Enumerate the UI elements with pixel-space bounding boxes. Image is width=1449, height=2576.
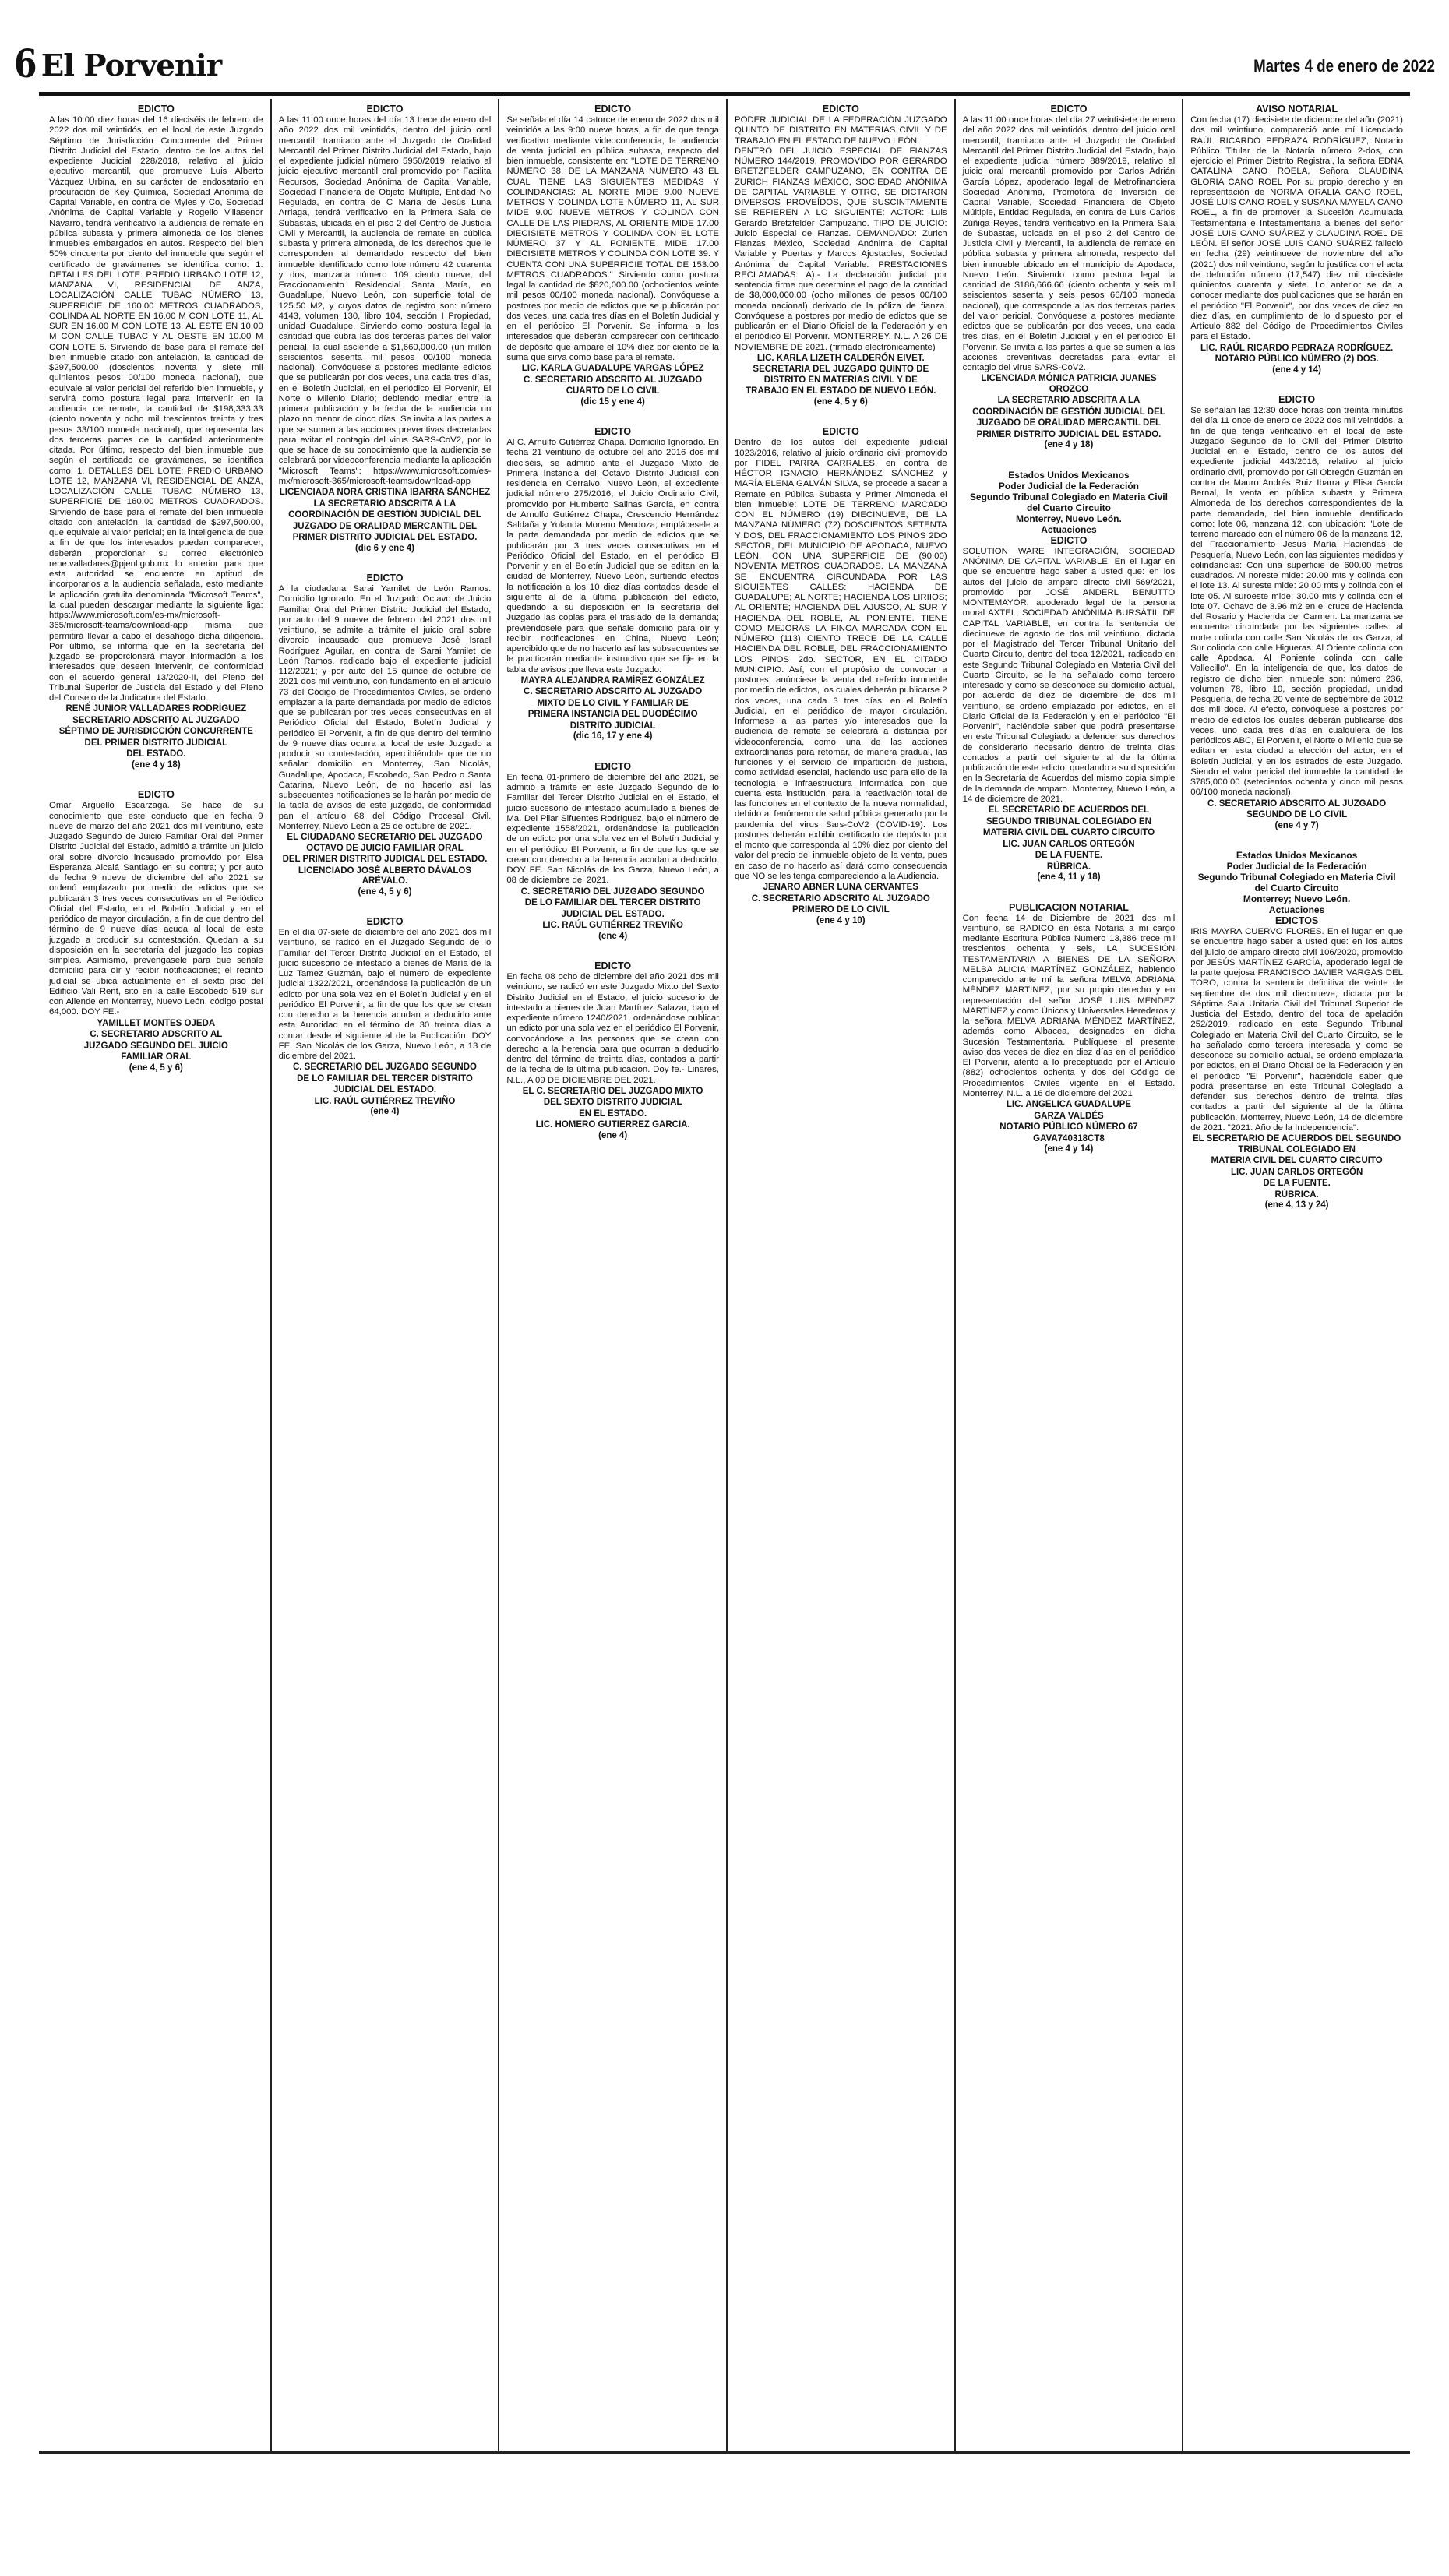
- publication-dates: (ene 4 y 14): [1272, 365, 1321, 375]
- notice-signature-line: DEL PRIMER DISTRITO JUDICIAL DEL ESTADO.: [282, 855, 488, 864]
- notice-signature-line: EL SECRETARIO DE ACUERDOS DEL SEGUNDO TRIBUNAL COLEGIADO EN: [1192, 1134, 1401, 1154]
- notice-signature-line: RÚBRICA.: [1046, 862, 1091, 872]
- notice-body: IRIS MAYRA CUERVO FLORES. En el lugar en que se encuentre hago saber a usted que: en los autos del juicio de amparo directo civil 106/2020, promovido por JESÚS MARTÍNEZ GARCÍA, apoderado legal de la parte quejosa FRANCISCO JAVIER VARGAS DEL TORO, contra la sentencia definitiva de veinte de septiembre de dos mil diecinueve, dictada por la Séptima Sala Unitaria Civil del Tribunal Superior de Justicia del Estado, dentro del toca de apelación 252/2019, radicado en este Segundo Tribunal Colegiado en Materia Civil del Cuarto Circuito, se le ha señalado como tercera interesada y como se desconoce su domicilio actual, se ordenó emplazarla por edictos, en el Diario Oficial de la Federación y en el periódico "El Porvenir", haciéndole saber que podrá presentarse en este Tribunal Colegiado a defender sus derechos dentro de treinta días contados a partir del siguiente al de la última publicación. Monterrey, Nuevo León, 14 de diciembre de 2021. "2021: Año de la Independencia".: [1190, 927, 1403, 1133]
- newspaper-logo: El Porvenir: [41, 48, 221, 83]
- notice-title: EDICTO: [822, 104, 859, 115]
- notice-signature-line: GAVA740318CT8: [1033, 1133, 1105, 1144]
- legal-notice: [963, 104, 1176, 451]
- notice-title: EDICTO: [594, 960, 632, 971]
- notice-court-header: Actuaciones: [1268, 904, 1325, 915]
- notice-signature-line: LA SECRETARIO ADSCRITA A LA: [313, 499, 457, 509]
- notice-title: EDICTO: [822, 426, 859, 438]
- notice-signature-line: LIC. JUAN CARLOS ORTEGÓN: [1230, 1167, 1363, 1177]
- column-5: [954, 99, 1183, 2451]
- footer-divider: [39, 2451, 1410, 2454]
- notice-signature-line: EN EL ESTADO.: [579, 1108, 647, 1119]
- notice-signature-line: C. SECRETARIO ADSCRITO AL JUZGADO: [524, 687, 703, 697]
- notice-court-header: del Cuarto Circuito: [1254, 883, 1339, 893]
- notice-court-header: PODER JUDICIAL DE LA FEDERACIÓN JUZGADO QUINTO DE DISTRITO EN MATERIAS CIVIL Y DE TRABAJO EN EL ESTADO DE NUEVO LEÓN.: [734, 115, 947, 146]
- column-3: [498, 99, 726, 2451]
- notice-body: Con fecha 14 de Diciembre de 2021 dos mil veintiuno, se RADICO en ésta Notaría a mi cargo mediante Escritura Pública Numero 13,386 trece mil trescientos ochenta y seis, LA SUCESIÓN TESTAMENTARIA A BIENES DE LA SEÑORA MELBA ALICIA MARTÍNEZ GONZÁLEZ, habiendo comparecido ante mí la señora MELVA ADRIANA MÉNDEZ MARTÍNEZ, por su propio derecho y en representación del señor JOSÉ LUIS MÉNDEZ MARTÍNEZ y como Únicos y Universales Herederos y la señora MELVA ADRIANA MÉNDEZ MARTÍNEZ, además como Albacea, designados en dicha Sucesión Testamentaria. Publíquese el presente aviso dos veces de diez en diez días en el periódico El Porvenir, atento a lo preceptuado por el Artículo (882) ochocientos ochenta y dos del Código de Procedimientos Civiles vigente en el Estado. Monterrey, N.L. a 16 de diciembre del 2021: [962, 913, 1176, 1098]
- notice-signature-line: LIC. RAÚL GUTIÉRREZ TREVIÑO: [314, 1096, 456, 1106]
- notice-signature-line: SÉPTIMO DE JURISDICCIÓN CONCURRENTE: [58, 727, 253, 737]
- notice-signature-line: DE LO FAMILIAR DEL TERCER DISTRITO: [524, 898, 701, 907]
- legal-notice: [1190, 394, 1403, 831]
- notice-court-header: Actuaciones: [1041, 523, 1097, 535]
- notice-body: A las 11:00 once horas del día 27 veintisiete de enero del año 2022 dos mil veintidós, dentro del juicio oral mercantil, tramitado ante el Juzgado de Oralidad Mercantil del Primer Distrito Judicial del Estado, bajo el expediente judicial número 889/2019, relativo al juicio oral mercantil promovido por Carlos Adrián García López, apoderado legal de Metrofinanciera Sociedad Anónima, Promotora de Inversión de Capital Variable, Sociedad Financiera de Objeto Múltiple, Entidad Regulada, en contra de Luis Carlos Zúñiga Reyes, tendrá verificativo en la Primera Sala de Subastas, ubicada en el piso 2 del Centro de Justicia Civil y Mercantil, la audiencia de remate en pública subasta y primera almoneda, respecto del bien inmueble ubicado en el municipio de Apodaca, Nuevo León. Sirviendo como postura legal la cantidad de $186,666.66 (ciento ochenta y seis mil seiscientos sesenta y seis pesos 66/100 moneda nacional), que corresponde a las dos terceras partes del valor pericial. Convóquese a postores mediante edictos que se publicarán por dos veces, una cada tres días, en el Boletín Judicial y en el periódico El Porvenir. Se invita a las partes a que se sumen a las acciones preventivas decretadas para evitar el contagio del virus SARS-CoV2.: [962, 115, 1176, 372]
- notice-signature-line: MAYRA ALEJANDRA RAMÍREZ GONZÁLEZ: [520, 675, 705, 685]
- notice-court-header: Poder Judicial de la Federación: [1226, 861, 1367, 872]
- notice-signature-line: JUZGADO DE ORALIDAD MERCANTIL DEL: [976, 418, 1162, 428]
- publication-dates: (dic 16, 17 y ene 4): [573, 731, 653, 742]
- masthead: [14, 41, 1435, 86]
- notice-signature-line: NOTARIO PÚBLICO NÚMERO (2) DOS.: [1215, 354, 1379, 364]
- legal-notice: [506, 104, 719, 407]
- page-number: 6: [14, 41, 37, 86]
- notice-title: PUBLICACION NOTARIAL: [1008, 901, 1129, 913]
- notice-signature-line: COORDINACIÓN DE GESTIÓN JUDICIAL DEL: [288, 510, 481, 520]
- notice-signature-line: C. SECRETARIO ADSCRITO AL JUZGADO: [751, 893, 930, 904]
- column-2: [270, 99, 499, 2451]
- issue-date: Martes 4 de enero de 2022: [1253, 56, 1435, 76]
- notice-title: EDICTO: [366, 104, 404, 115]
- notice-title: EDICTO: [594, 104, 632, 115]
- notice-body: En el día 07-siete de diciembre del año 2021 dos mil veintiuno, se radicó en el Juzgado Segundo de lo Familiar del Tercer Distrito Judicial en el Estado, el juicio sucesorio de intestado a bienes de María de la Luz Tamez Guzmán, bajo el número de expediente judicial 1322/2021, ordenándose la publicación de un edicto por una sola vez en el Boletín Judicial y en el periódico El Porvenir, a fin de que los que se crean con derecho a la herencia acudan a deducirlo ante esta Autoridad en el término de 30 treinta días a contar desde el siguiente al de la Publicación. DOY FE. San Nicolás de los Garza, Nuevo León, a 13 de diciembre del 2021.: [278, 928, 492, 1061]
- publication-dates: (ene 4, 13 y 24): [1264, 1200, 1329, 1210]
- notice-court-header: Estados Unidos Mexicanos: [1008, 469, 1130, 481]
- notice-signature-line: LIC. KARLA GUADALUPE VARGAS LÓPEZ: [521, 364, 704, 373]
- notice-title: EDICTO: [137, 104, 175, 115]
- notice-body: Dentro de los autos del expediente judicial 1023/2016, relativo al juicio ordinario civil promovido por FIDEL PARRA CARRALES, en contra de HÉCTOR IGNACIO HERNÁNDEZ SÁNCHEZ y MARÍA ELENA GALVÁN SILVA, se procede a sacar a Remate en Pública Subasta y Primer Almoneda el bien inmueble: LOTE DE TERRENO MARCADO CON EL NÚMERO (19) DIECINUEVE, DE LA MANZANA NÚMERO (72) DOSCIENTOS SETENTA Y DOS, DEL FRACCIONAMIENTO LOS PINOS 2DO SECTOR, DEL MUNICIPIO DE APODACA, NUEVO LEÓN, CON UNA SUPERFICIE DE (90.00) NOVENTA METROS CUADRADOS. LA MANZANA SE ENCUENTRA CIRCUNDADA POR LAS SIGUIENTES CALLES: HACIENDA DE GUADALUPE; AL NORTE; HACIENDA LOS LIRIIOS; AL ORIENTE; HACIENDA DEL AJUSCO, AL SUR Y HACIENDA DEL ROBLE, AL PONIENTE. TIENE COMO MEJORAS LA FINCA MARCADA CON EL NÚMERO (113) CIENTO TRECE DE LA CALLE HACIENDA DEL ROBLE, DEL FRACCIONAMIENTO LOS PINOS 2do. SECTOR, EN EL CITADO MUNICIPIO. Así, con el propósito de convocar a postores, anúnciese la venta del referido inmueble por medio de edictos, los cuales deberán publicarse 2 dos veces, una cada 3 tres días, en el Boletín Judicial, en el periódico de mayor circulación. Informese a las partes y/o interesados que la audiencia de remate se celebrará a distancia por videoconferencia, como una de las acciones extraordinarias para retomar, de manera gradual, las funciones y el servicio de impartición de justicia, como actividad esencial, haciendo uso para ello de la tecnología e infraestructura informática con que cuenta esta institución, para la reactivación total de las funciones en el contexto de la nueva normalidad, debido al fenómeno de salud pública generado por la pandemia del virus Sars-CoV2 (COVID-19). Los postores deberán exhibir certificado de depósito por el monto que corresponda al 10% diez por ciento del valor del precio del inmueble objeto de la venta, pues en caso de no hacerlo así dará como consecuencia que NO se les tenga compareciendo a la Audiencia.: [734, 438, 947, 881]
- notice-body: Omar Arguello Escarzaga. Se hace de su conocimiento que este conducto que en fecha 9 nueve de marzo del año 2021 dos mil veintiuno, este Juzgado Segundo de Juicio Familiar Oral del Primer Distrito Judicial del Estado, admitió a trámite un juicio oral sobre divorcio incausado promovido por Elsa Esperanza Alcalá Santiago en su contra; y por auto de fecha 9 nueve de diciembre del año 2021 se ordenó emplazarlo por medio de edictos que se publicarán 3 tres veces consecutivas en el Periódico Oficial del Estado, en el Boletín Judicial y en el periódico de mayor circulación, a fin de que dentro del término de 9 nueve días acuda al local de este juzgado a producir su contestación. Quedan a su disposición en la secretaría del juzgado las copias simples. Asimismo, prevéngasele para que señale domicilio para oír y recibir notificaciones; el recinto judicial se ubica actualmente en el sexto piso del Edificio Vali Rent, sito en la calle Escobedo 519 sur con Allende en Monterrey, Nuevo León, código postal 64,000. DOY FE.-: [49, 801, 263, 1017]
- notice-signature-line: COORDINACIÓN DE GESTIÓN JUDICIAL DEL: [972, 407, 1165, 417]
- column-6: [1182, 99, 1410, 2451]
- masthead-brand: [14, 41, 221, 86]
- legal-notice: [279, 104, 492, 554]
- notice-signature-line: C. SECRETARIO DEL JUZGADO SEGUNDO: [520, 886, 705, 897]
- notice-signature-line: DEL ESTADO.: [126, 749, 186, 759]
- legal-notice: [1190, 104, 1403, 375]
- notice-signature-line: EL C. SECRETARIO DEL JUZGADO MIXTO: [522, 1086, 703, 1096]
- notice-signature-line: LIC. RAÚL GUTIÉRREZ TREVIÑO: [542, 921, 683, 930]
- publication-dates: (ene 4, 11 y 18): [1037, 872, 1101, 882]
- notice-signature-line: LIC. HOMERO GUTIERREZ GARCIA.: [535, 1120, 690, 1130]
- legal-notice: [49, 789, 263, 1073]
- publication-dates: (ene 4 y 18): [132, 759, 181, 770]
- notice-signature-line: JUZGADO SEGUNDO DEL JUICIO: [83, 1041, 228, 1051]
- notice-signature-line: LIC. JUAN CARLOS ORTEGÓN: [1003, 839, 1135, 849]
- publication-dates: (ene 4 y 7): [1274, 820, 1319, 830]
- notice-signature-line: SEGUNDO DE LO CIVIL: [1246, 810, 1348, 819]
- legal-notice: [506, 426, 719, 742]
- notice-signature-line: LIC. RAÚL RICARDO PEDRAZA RODRÍGUEZ.: [1200, 343, 1394, 353]
- notice-body: Al C. Arnulfo Gutiérrez Chapa. Domicilio Ignorado. En fecha 21 veintiuno de octubre del año 2016 dos mil dieciséis, se admitió ante el Juzgado Mixto de Primera Instancia del Octavo Distrito Judicial con residencia en Cerralvo, Nuevo León, el expediente judicial número 275/2016, el Juicio Ordinario Civil, promovido por Humberto Salinas García, en contra de Arnulfo Gutiérrez Chapa, Crescencio Hernández Saldaña y Yolanda Moreno Mendoza; emplácesele a la parte demandada por medio de edictos que se publicarán por 3 tres veces consecutivas en el Periódico Oficial del Estado, en el periódico El Porvenir y en el Boletín Judicial que se editan en la ciudad de Monterrey, Nuevo León, surtiendo efectos la notificación a los 10 diez días contados desde el siguiente al de la última publicación del edicto, quedando a su disposición en la secretaría del Juzgado las copias para el traslado de la demanda; previéndosele para que señale domicilio para oír y recibir notificaciones en China, Nuevo León; apercibido que de no hacerlo así las subsecuentes se le practicarán mediante instructivo que se fije en la tabla de avisos que lleva este Juzgado.: [506, 438, 719, 675]
- legal-notice: [506, 761, 719, 942]
- notice-signature-line: JUDICIAL DEL ESTADO.: [561, 909, 665, 919]
- notice-signature-line: MATERIA CIVIL DEL CUARTO CIRCUITO: [982, 828, 1155, 837]
- notice-signature-line: LICENCIADO JOSÉ ALBERTO DÁVALOS ARÉVALO.: [298, 865, 472, 886]
- notice-signature-line: PRIMERO DE LO CIVIL: [792, 905, 890, 914]
- notice-body: En fecha 01-primero de diciembre del año 2021, se admitió a trámite en este Juzgado Segundo de lo Familiar del Tercer Distrito Judicial en el Estado, el juicio sucesorio de intestado acumulado a bienes de Ma. Del Pilar Sifuentes Rodríguez, bajo el número de expediente 1558/2021, ordenándose la publicación de un edicto por una sola vez en el Boletín Judicial y en el periódico El Porvenir, a fin de que los que se crean con derecho a la herencia acudan a deducirlo. DOY FE. San Nicolás de los Garza, Nuevo León, a 08 de diciembre del 2021.: [506, 772, 719, 886]
- notice-signature-line: DEL PRIMER DISTRITO JUDICIAL: [84, 738, 228, 748]
- notice-signature-line: PRIMER DISTRITO JUDICIAL DEL ESTADO.: [976, 429, 1162, 439]
- notice-title: EDICTO: [1050, 534, 1088, 546]
- publication-dates: (ene 4): [598, 1130, 628, 1140]
- notice-signature-line: SECRETARIO ADSCRITO AL JUZGADO: [72, 715, 240, 725]
- publication-dates: (ene 4, 5 y 6): [358, 886, 412, 897]
- notice-signature-line: C. SECRETARIO ADSCRITO AL: [90, 1030, 223, 1039]
- legal-notice: [279, 916, 492, 1118]
- notices-columns: [42, 99, 1410, 2451]
- notice-signature-line: LICENCIADA NORA CRISTINA IBARRA SÁNCHEZ: [279, 488, 491, 497]
- notice-court-header: Monterrey; Nuevo León.: [1243, 893, 1351, 904]
- notice-signature-line: MIXTO DE LO CIVIL Y FAMILIAR DE: [537, 698, 689, 708]
- notice-signature-line: RÚBRICA.: [1274, 1189, 1319, 1200]
- publication-dates: (ene 4 y 18): [1044, 440, 1094, 450]
- legal-notice: [735, 104, 947, 407]
- publication-dates: (ene 4 y 14): [1044, 1144, 1094, 1154]
- notice-body: Se señala el día 14 catorce de enero de 2022 dos mil veintidós a las 9:00 nueve horas, a fin de que tenga verificativo mediante videoconferencia, la audiencia de venta judicial en pública subasta, respecto del bien inmueble, consistente en: "LOTE DE TERRENO NÚMERO 38, DE LA MANZANA NUMERO 43 EL CUAL TIENE LAS SIGUIENTES MEDIDAS Y COLINDANCIAS: AL NORTE MIDE 9.00 NUEVE METROS Y COLINDA LOTE NÚMERO 11, AL SUR MIDE 9.00 NUEVE METROS Y COLINDA CON CALLE DE LAS PIEDRAS, AL ORIENTE MIDE 17.00 DIECISIETE METROS Y COLINDA CON EL LOTE NÚMERO 37 Y AL PONIENTE MIDE 17.00 DIECISIETE METROS Y COLINDA CON LOTE 39. Y CUENTA CON UNA SUPERFICIE TOTAL DE 153.00 METROS CUADRADOS." Sirviendo como postura legal la cantidad de $820,000.00 (ochocientos veinte mil pesos 00/100 moneda nacional). Convóquese a postores por medio de edictos que se publicarán por dos veces, una cada tres días en el Boletín Judicial y en el periódico El Porvenir. Se informa a los interesados que deberán comparecer con certificado de depósito que ampare el 10% diez por ciento de la suma que sirva como base para el remate.: [506, 115, 719, 362]
- notice-signature-line: DE LO FAMILIAR DEL TERCER DISTRITO: [297, 1073, 473, 1084]
- notice-signature-line: TRABAJO EN EL ESTADO DE NUEVO LEÓN.: [746, 386, 936, 396]
- notice-signature-line: SECRETARIA DEL JUZGADO QUINTO DE DISTRITO EN MATERIAS CIVIL Y DE: [753, 365, 929, 385]
- notice-title: AVISO NOTARIAL: [1256, 104, 1338, 115]
- notice-title: EDICTOS: [1274, 915, 1319, 926]
- notice-court-header: Poder Judicial de la Federación: [998, 480, 1139, 492]
- column-4: [726, 99, 954, 2451]
- notice-title: EDICTO: [1278, 394, 1316, 405]
- notice-signature-line: YAMILLET MONTES OJEDA: [97, 1018, 216, 1028]
- publication-dates: (ene 4, 5 y 6): [813, 396, 868, 407]
- notice-signature-line: DISTRITO JUDICIAL: [569, 721, 656, 731]
- notice-signature-line: JENARO ABNER LUNA CERVANTES: [763, 883, 918, 892]
- legal-notice: [963, 902, 1176, 1155]
- legal-notice: [963, 470, 1176, 883]
- notice-title: EDICTO: [366, 916, 404, 927]
- notice-signature-line: LIC. ANGELICA GUADALUPE: [1006, 1100, 1132, 1109]
- notice-title: EDICTO: [137, 789, 175, 801]
- notice-signature-line: C. SECRETARIO DEL JUZGADO SEGUNDO: [292, 1062, 477, 1073]
- notice-body: Se señalan las 12:30 doce horas con treinta minutos del día 11 once de enero de 2022 dos mil veintidós, a fin de que tenga verificativo en el local de este Juzgado Segundo de lo Civil del Primer Distrito Judicial en el Estado, dentro de los autos del expediente judicial 443/2016, relativo al juicio ordinario civil, promovido por Gil Obregón Guzmán en contra de Mauro Andrés Ruiz Ibarra y Elisa García Bernal, la venta en pública subasta y Primera Almoneda de los derechos correspondientes de la parte demandada, del bien inmueble identificado como: lote 06, manzana 12, con ubicación: "Lote de terreno marcado con el número 06 de la manzana 12, del Fraccionamiento Jesús María Haciendas de Pesquería, Nuevo León, con las siguientes medidas y colindancias: Con una superficie de 600.00 metros cuadrados. Al noreste mide: 20.00 mts y colinda con el lote 13. Al sureste mide: 20.00 mts y colinda con el lote 05. Al suroeste mide: 30.00 mts y colinda con el lote 07. Ochavo de 3.96 m2 en el cruce de Hacienda del Rosario y Hacienda del Carmen. La manzana se encuentra circundada por las siguientes calles: al norte colinda con calle San Nicolás de los Garza, al Sur colinda con calle Higueras. Al Oriente colinda con calle Apodaca. Al Poniente colinda con calle Vallecillo". En la inteligencia de que, los datos de registro de dicho bien inmueble son: número 236, volumen 78, libro 10, sección propiedad, unidad Pesquería, de fecha 20 veinte de septiembre de 2012 dos mil doce. Al efecto, convóquese a postores por medio de edictos los cuales deberán publicarse dos veces, uno cada tres días en cualquiera de los periódicos ABC, El Porvenir, el Norte o Milenio que se editan en esta ciudad a elección del actor; en el Boletín Judicial, y en los estrados de este Juzgado. Siendo el valor pericial del inmueble la cantidad de $785,000.00 (setecientos ochenta y cinco mil pesos 00/100 moneda nacional).: [1190, 406, 1403, 798]
- notice-signature-line: JUZGADO DE ORALIDAD MERCANTIL DEL: [292, 521, 478, 531]
- publication-dates: (ene 4 y 10): [816, 915, 866, 925]
- notice-title: EDICTO: [1050, 104, 1088, 115]
- notice-signature-line: LICENCIADA MÓNICA PATRICIA JUANES OROZCO: [981, 374, 1157, 394]
- notice-signature-line: EL SECRETARIO DE ACUERDOS DEL: [988, 805, 1150, 815]
- notice-signature-line: DE LA FUENTE.: [1263, 1179, 1331, 1188]
- notice-body: A la ciudadana Sarai Yamilet de León Ramos. Domicilio Ignorado. En el Juzgado Octavo de Juicio Familiar Oral del Primer Distrito Judicial del Estado, por auto del 9 nueve de febrero del 2021 dos mil veintiuno, se admite a trámite el juicio oral sobre divorcio incausado que promueve José Israel Rodríguez Aguilar, en contra de Sarai Yamilet de León Ramos, radicado bajo el expediente judicial 112/2021; y por auto del 15 quince de octubre de 2021 dos mil veintiuno, con fundamento en el artículo 73 del Código de Procedimientos Civiles, se ordenó emplazar a la parte demandada por medio de edictos que se publicarán por tres veces consecutivas en el Periódico Oficial del Estado, Boletín Judicial y periódico El Porvenir, a fin de que dentro del término de 9 nueve días ocurra al local de este Juzgado a producir su contestación, apercibiéndole que de no señalar domicilio en Monterrey, San Nicolás, Guadalupe, Apodaca, Escobedo, San Pedro o Santa Catarina, Nuevo León, de no hacerlo así las subsecuentes notificaciones se le harán por medio de la tabla de avisos de este juzgado, de conformidad pan el artículo 68 del Código Procesal Civil. Monterrey, Nuevo León a 25 de octubre de 2021.: [278, 584, 492, 831]
- notice-signature-line: LA SECRETARIO ADSCRITA A LA: [997, 396, 1141, 406]
- notice-court-header: Monterrey, Nuevo León.: [1016, 513, 1122, 524]
- notice-signature-line: NOTARIO PÚBLICO NÚMERO 67: [999, 1122, 1138, 1132]
- notice-signature-line: CUARTO DE LO CIVIL: [566, 386, 660, 396]
- publication-dates: (ene 4): [370, 1107, 400, 1117]
- legal-notice: [506, 960, 719, 1141]
- notice-court-header: del Cuarto Circuito: [1026, 502, 1111, 513]
- publication-dates: (ene 4): [598, 931, 628, 941]
- notice-body: DENTRO DEL JUICIO ESPECIAL DE FIANZAS NÚMERO 144/2019, PROMOVIDO POR GERARDO BRETZFELDER CAMPUZANO, EN CONTRA DE ZURICH FIANZAS MÉXICO, SOCIEDAD ANÓNIMA DE CAPITAL VARIABLE Y OTRO, SE DICTARON DIVERSOS PROVEÍDOS, QUE SUSCINTAMENTE SE REFIEREN A LO SIGUIENTE: ACTOR: Luis Gerardo Bretzfelder Campuzano. TIPO DE JUICIO: Juicio Especial de Fianzas. DEMANDADO: Zurich Fianzas México, Sociedad Anónima de Capital Variable y Puertas y Marcos Ajustables, Sociedad Anónima de Capital Variable. PRESTACIONES RECLAMADAS: A).- La declaración judicial por sentencia firme que determine el pago de la cantidad de $8,000,000.00 (ocho millones de pesos 00/100 moneda nacional) derivado de la póliza de fianza. Convóquese a postores por medio de edictos que se publicarán en el Diario Oficial de la Federación y en el periódico El Porvenir. MONTERREY, N.L. A 26 DE NOVIEMBRE DE 2021. (firmado electrónicamente): [734, 146, 947, 352]
- header-divider: [39, 92, 1410, 96]
- notice-signature-line: LIC. KARLA LIZETH CALDERÓN EIVET.: [756, 353, 925, 363]
- legal-notice: [1190, 850, 1403, 1211]
- notice-signature-line: JUDICIAL DEL ESTADO.: [333, 1085, 437, 1095]
- notice-signature-line: RENÉ JUNIOR VALLADARES RODRÍGUEZ: [65, 704, 247, 714]
- publication-dates: (dic 15 y ene 4): [580, 396, 645, 407]
- notice-court-header: Estados Unidos Mexicanos: [1236, 850, 1358, 861]
- notice-signature-line: FAMILIAR ORAL: [121, 1052, 192, 1062]
- legal-notice: [49, 104, 263, 770]
- notice-body: A las 11:00 once horas del día 13 trece de enero del año 2022 dos mil veintidós, dentro del juicio oral mercantil, tramitado ante el Juzgado de Oralidad Mercantil del Primer Distrito Judicial del Estado, bajo el expediente judicial número 5950/2019, relativo al juicio ejecutivo mercantil oral promovido por Facilita Recursos, Sociedad Anónima de Capital Variable, Sociedad Financiera de Objeto Múltiple, Entidad No Regulada, en contra de C María de Jesús Luna Arriaga, tendrá verificativo en la Primera Sala de Subastas, ubicada en el piso 2 del Centro de Justicia Civil y Mercantil, la audiencia de remate en pública subasta y primera almoneda, de los derechos que le corresponden al demandado respecto del bien inmueble identificado como lote número 42 cuarenta y dos, manzana número 109 ciento nueve, del Fraccionamiento Residencial Santa María, en Guadalupe, Nuevo León, con superficie total de 125.50 M2, y cuyos datos de registro son: número 4143, volumen 130, libro 104, sección I Propiedad, unidad Guadalupe. Sirviendo como postura legal la cantidad que cubra las dos terceras partes del valor pericial, la cual asciende a $1,660,000.00 (un millón seiscientos sesenta mil pesos 00/100 moneda nacional). Convóquese a postores mediante edictos que se publicarán por dos veces, una cada tres días, en el Boletín Judicial, en el periódico El Porvenir, El Norte o Milenio Diario; debiendo mediar entre la primera publicación y la fecha de la audiencia un plazo no menor de cinco días. Se invita a las partes a que se sumen a las acciones preventivas decretadas para evitar el contagio del virus SARS-CoV2, por lo que se hace de su conocimiento que la audiencia se celebrará por videoconferencia mediante la aplicación "Microsoft Teams": https://www.microsoft.com/es-mx/microsoft-365/microsoft-teams/download-app: [278, 115, 492, 486]
- legal-notice: [735, 426, 947, 926]
- publication-dates: (ene 4, 5 y 6): [129, 1062, 183, 1073]
- notice-signature-line: C. SECRETARIO ADSCRITO AL JUZGADO: [524, 375, 703, 385]
- notice-court-header: Segundo Tribunal Colegiado en Materia Civil: [969, 491, 1168, 502]
- notice-signature-line: DEL SEXTO DISTRITO JUDICIAL: [543, 1098, 682, 1108]
- notice-body: Con fecha (17) diecisiete de diciembre del año (2021) dos mil veintiuno, compareció ante mí Licenciado RAÚL RICARDO PEDRAZA RODRÍGUEZ, Notario Público Titular de la Notaría número 2-dos, con ejercicio el Primer Distrito Registral, la señora EDNA CATALINA CANO ROELA, Señora CLAUDINA GLORIA CANO ROEL Por su propio derecho y en representación de NORMA ORALIA CANO ROEL, JOSÉ LUIS CANO ROEL y SUSANA MAYELA CANO ROEL, a fin de promover la Sucesión Acumulada Testamentaria e Intestamentaria a bienes del señor JOSÉ LUIS CANO SUÁREZ y CLAUDINA ROEL DE LEÓN. El señor JOSÉ LUIS CANO SUÁREZ falleció en fecha (29) veintinueve de noviembre del año (2021) dos mil veintiuno, según lo justifica con el acta de defunción número (17,547) diez mil diecisiete quinientos cuarenta y siete. Lo anterior se da a conocer mediante dos publicaciones que se harán en el periódico "El Porvenir", por dos veces de diez en diez días, en cumplimiento de lo dispuesto por el Artículo 882 del Código de Procedimientos Civiles para el Estado.: [1190, 115, 1403, 342]
- column-1: [42, 99, 270, 2451]
- legal-notice: [279, 573, 492, 897]
- notice-title: EDICTO: [594, 426, 632, 437]
- notice-signature-line: SEGUNDO TRIBUNAL COLEGIADO EN: [985, 816, 1151, 826]
- notice-title: EDICTO: [594, 760, 632, 772]
- notice-title: EDICTO: [366, 573, 404, 583]
- notice-signature-line: EL CIUDADANO SECRETARIO DEL JUZGADO OCTAVO DE JUICIO FAMILIAR ORAL: [287, 833, 483, 853]
- notice-court-header: Segundo Tribunal Colegiado en Materia Civil: [1197, 872, 1396, 883]
- publication-dates: (dic 6 y ene 4): [354, 543, 415, 553]
- notice-signature-line: GARZA VALDÉS: [1034, 1111, 1104, 1121]
- notice-body: En fecha 08 ocho de diciembre del año 2021 dos mil veintiuno, se radicó en este Juzgado Mixto del Sexto Distrito Judicial en el Estado, el juicio sucesorio de intestado a bienes de Juan Martínez Salazar, bajo el expediente número 1240/2021, ordenándose publicar un edicto por una sola vez en el periódico El Porvenir, convocándose a las personas que se crean con derecho a la herencia para que ocurran a deducirlo dentro del término de treinta días, contados a partir de la fecha de la última publicación. Doy fe.- Linares, N.L., A 09 DE DICIEMBRE DEL 2021.: [506, 972, 719, 1085]
- notice-signature-line: C. SECRETARIO ADSCRITO AL JUZGADO: [1208, 798, 1387, 809]
- notice-signature-line: MATERIA CIVIL DEL CUARTO CIRCUITO: [1211, 1156, 1383, 1165]
- notice-signature-line: PRIMERA INSTANCIA DEL DUODÉCIMO: [527, 710, 698, 720]
- notice-body: SOLUTION WARE INTEGRACIÓN, SOCIEDAD ANÓNIMA DE CAPITAL VARIABLE. En el lugar en que se encuentre hago saber a usted que: en los autos del juicio de amparo directo civil 569/2021, promovido por JOSÉ ANDERL BENUTTO MONTEMAYOR, apoderado legal de la persona moral AXTEL, SOCIEDAD ANÓNIMA BURSÁTIL DE CAPITAL VARIABLE, en contra la sentencia de diecinueve de agosto de dos mil veintiuno, dictada por el Magistrado del Tercer Tribunal Unitario del Cuarto Circuito, dentro del toca 12/2021, radicado en este Segundo Tribunal Colegiado en Materia Civil del Cuarto Circuito, se le ha señalado como tercero interesado y como se desconoce su domicilio actual, por acuerdo de diez de diciembre de dos mil veintiuno, se ordenó emplazado por edictos, en el Diario Oficial de la Federación y en el periódico "El Porvenir", haciéndole saber que podrá presentarse en este Tribunal Colegiado a defender sus derechos de considerarlo necesario dentro de treinta días contados a partir del siguiente al de la última publicación de este edicto, quedando a su disposición en la Secretaría de Acuerdos del mismo copia simple de la demanda de amparo. Monterrey, Nuevo León, a 14 de diciembre de 2021.: [962, 546, 1176, 804]
- notice-signature-line: DE LA FUENTE.: [1035, 851, 1103, 860]
- notice-body: A las 10:00 diez horas del 16 dieciséis de febrero de 2022 dos mil veintidós, en el local de este Juzgado Séptimo de Jurisdicción Concurrente del Primer Distrito Judicial del Estado, dentro de los autos del expediente Judicial 228/2018, relativo al juicio ejecutivo mercantil, que promueve Luis Alberto Vázquez Urbina, en su carácter de endosatario en procuración de Key Química, Sociedad Anónima de Capital Variable, en contra de Myles y Co, Sociedad Anónima de Capital Variable y Rogelio Villasenor Navarro, tendrá verificativo la audiencia de remate en pública subasta y primera almoneda de los bienes inmuebles embargados en autos. Respecto del bien 50% cincuenta por ciento del inmueble que según el certificado de gravámenes se identifica como: 1. DETALLES DEL LOTE: PREDIO URBANO LOTE 12, MANZANA VI, RESIDENCIAL DE ANZA, LOCALIZACIÓN CALLE TUBAC NÚMERO 13, SUPERFICIE DE 160.00 METROS CUADRADOS, COLINDA AL NORTE EN 16.00 M CON LOTE 11, AL SUR EN 16.00 M CON LOTE 13, AL ESTE EN 10.00 M CON CALLE TUBAC Y AL OESTE EN 10.00 M CON LOTE 5. Sirviendo de base para el remate del bien inmueble citado con antelación, la cantidad de $297,500.00 (doscientos noventa y siete mil quinientos pesos 00/100 moneda nacional), que equivale al valor pericial del referido bien inmueble, y servirá como postura legal para intervenir en la audiencia de remate, la cantidad de $198,333.33 (ciento noventa y ocho mil trescientos treinta y tres pesos 33/100 moneda nacional), que representa las dos terceras partes de la cantidad anteriormente citada. Por último, respecto del bien inmueble que según el certificado de gravámenes, se identifica como: 1. DETALLES DEL LOTE: PREDIO URBANO LOTE 12, MANZANA VI, RESIDENCIAL DE ANZA, LOCALIZACIÓN CALLE TUBAC NÚMERO 13, SUPERFICIE DE 160.00 METROS CUADRADOS. Sirviendo de base para el remate del bien inmueble citado con antelación, la cantidad de $297,500.00, que equivale al valor pericial; en la inteligencia de que a fin de que los interesados puedan comparecer, deberán proporcionar su correo electrónico rene.valladares@pjenl.gob.mx lo anterior para que esta autoridad se encuentre en aptitud de incorporarlos a la audiencia señalada, esto mediante la aplicación gratuita denominada "Microsoft Teams", la cual pueden descargar mediante la siguiente liga: https://www.microsoft.com/es-mx/microsoft-365/microsoft-teams/download-app misma que permitirá llevar a cabo el desahogo dicha diligencia. Por último, se informa que en la secretaría del juzgado se proporcionará mayor información a los interesados que deseen intervenir, de conformidad con el acuerdo general 13/2020-II, del Pleno del Tribunal Superior de Justicia del Estado y del Pleno del Consejo de la Judicatura del Estado.: [49, 115, 263, 703]
- notice-signature-line: PRIMER DISTRITO JUDICIAL DEL ESTADO.: [292, 533, 478, 542]
